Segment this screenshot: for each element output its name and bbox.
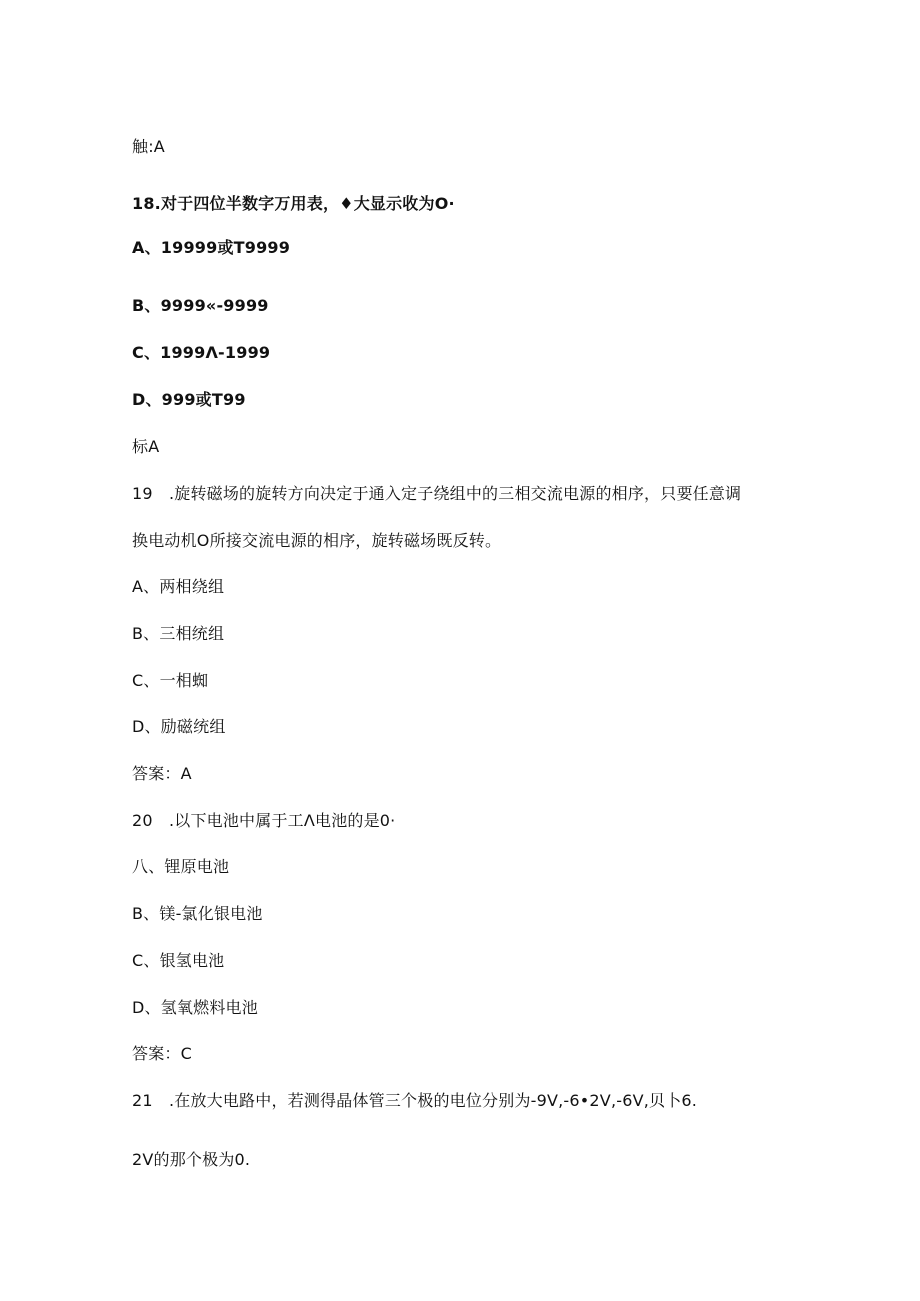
question-18-option-a: A、19999或T9999 bbox=[132, 238, 291, 257]
answer-line-17: 触:A bbox=[132, 137, 165, 156]
question-20-option-c: C、银氢电池 bbox=[132, 951, 225, 970]
question-19-stem-line-2: 换电动机O所接交流电源的相序，旋转磁场既反转。 bbox=[132, 531, 502, 550]
question-18-option-b: B、9999«-9999 bbox=[132, 296, 269, 315]
question-20-option-b: B、镁-氯化银电池 bbox=[132, 904, 263, 923]
question-19-option-c: C、一相蜘 bbox=[132, 671, 209, 690]
answer-line-18: 标A bbox=[132, 437, 160, 456]
question-20-option-a: 八、锂原电池 bbox=[132, 857, 230, 876]
question-20-option-d: D、氢氧燃料电池 bbox=[132, 998, 258, 1017]
question-19-option-a: A、两相绕组 bbox=[132, 577, 225, 596]
answer-line-20: 答案：C bbox=[132, 1044, 192, 1063]
question-19-option-d: D、励磁统组 bbox=[132, 717, 226, 736]
question-18-option-d: D、999或T99 bbox=[132, 390, 246, 409]
question-21-stem-line-2: 2V的那个极为0. bbox=[132, 1150, 251, 1169]
answer-line-19: 答案：A bbox=[132, 764, 192, 783]
question-19-option-b: B、三相统组 bbox=[132, 624, 225, 643]
question-21-stem-line-1: 21 .在放大电路中，若测得晶体管三个极的电位分别为-9V,-6•2V,-6V,贝卜6. bbox=[132, 1091, 698, 1110]
question-18-option-c: C、1999Λ-1999 bbox=[132, 343, 271, 362]
question-20-stem: 20 .以下电池中属于工Λ电池的是0· bbox=[132, 811, 396, 830]
question-18-stem: 18.对于四位半数字万用表，♦大显示收为O· bbox=[132, 194, 455, 213]
question-19-stem-line-1: 19 .旋转磁场的旋转方向决定于通入定子绕组中的三相交流电源的相序，只要任意调 bbox=[132, 484, 742, 503]
